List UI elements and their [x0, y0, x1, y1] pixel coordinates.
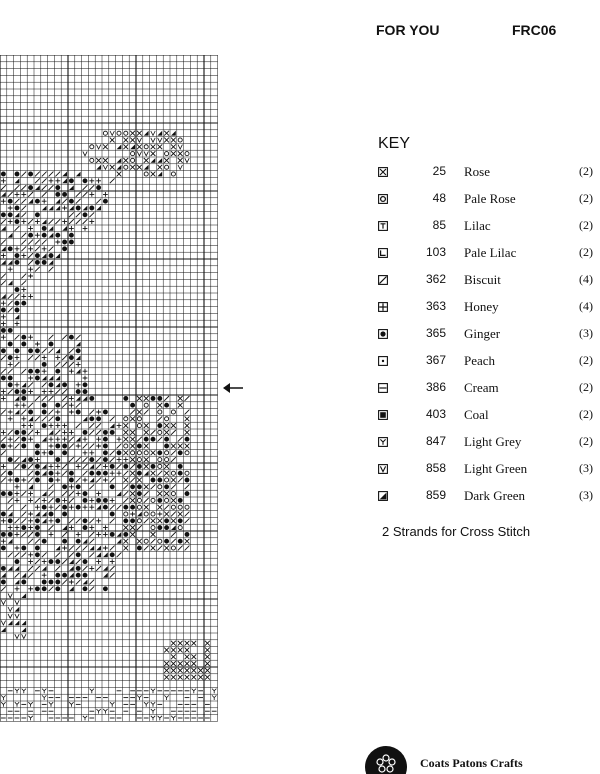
key-title: KEY	[378, 135, 411, 152]
key-colour-name: Dark Green	[464, 488, 525, 503]
slash-box-icon	[378, 275, 388, 285]
key-strands: (2)	[579, 191, 593, 205]
pattern-title: FOR YOU	[376, 22, 440, 38]
key-colour-name: Ginger	[464, 326, 501, 341]
key-row	[378, 272, 593, 294]
key-number: 362	[425, 272, 446, 286]
triangle-box-icon	[378, 491, 388, 501]
key-strands: (2)	[579, 434, 593, 448]
key-number: 386	[425, 380, 446, 394]
key-row	[378, 380, 593, 402]
key-colour-name: Biscuit	[464, 272, 501, 287]
y-box-icon	[378, 437, 388, 447]
key-number: 403	[425, 407, 446, 421]
key-colour-name: Pale Lilac	[464, 245, 517, 260]
brand-name: Coats Patons Crafts	[420, 756, 523, 770]
plus-box-icon	[378, 302, 388, 312]
key-strands: (2)	[579, 245, 593, 259]
key-colour-name: Light Green	[464, 461, 528, 476]
key-row	[378, 488, 593, 510]
key-strands: (2)	[579, 407, 593, 421]
key-strands: (4)	[579, 272, 593, 286]
row-marker-arrow-icon	[222, 381, 244, 395]
strands-note: 2 Strands for Cross Stitch	[382, 524, 531, 539]
key-strands: (2)	[579, 380, 593, 394]
ring-box-icon	[378, 194, 388, 204]
key-number: 48	[432, 191, 446, 205]
key-number: 103	[425, 245, 446, 259]
key-strands: (4)	[579, 299, 593, 313]
cross-stitch-chart	[0, 55, 222, 725]
key-colour-name: Lilac	[464, 218, 491, 233]
v-box-icon	[378, 464, 388, 474]
key-row	[378, 461, 593, 483]
key-number: 365	[425, 326, 446, 340]
pattern-code: FRC06	[512, 22, 557, 38]
key-number: 363	[425, 299, 446, 313]
l-box-icon	[378, 248, 388, 258]
key-colour-name: Honey	[464, 299, 499, 314]
key-row	[378, 299, 593, 321]
key-row	[378, 353, 593, 375]
key-colour-name: Coal	[464, 407, 489, 422]
dot-box-icon	[378, 329, 388, 339]
key-number: 25	[432, 164, 446, 178]
key-colour-name: Rose	[464, 164, 490, 179]
key-strands: (3)	[579, 488, 593, 502]
key-row	[378, 164, 593, 186]
key-number: 847	[425, 434, 446, 448]
key-row	[378, 326, 593, 348]
key-row	[378, 245, 593, 267]
key-strands: (3)	[579, 326, 593, 340]
key-strands: (2)	[579, 353, 593, 367]
key-number: 859	[425, 488, 446, 502]
filled-box-icon	[378, 410, 388, 420]
x-box-icon	[378, 167, 388, 177]
dash-box-icon	[378, 383, 388, 393]
key-number: 85	[432, 218, 446, 232]
key-strands: (3)	[579, 461, 593, 475]
key-row	[378, 434, 593, 456]
key-number: 858	[425, 461, 446, 475]
key-number: 367	[425, 353, 446, 367]
key-colour-name: Light Grey	[464, 434, 522, 449]
key-colour-name: Peach	[464, 353, 496, 368]
coats-logo-icon	[363, 744, 409, 774]
key-colour-name: Pale Rose	[464, 191, 516, 206]
key-row	[378, 191, 593, 213]
key-strands: (2)	[579, 218, 593, 232]
key-strands: (2)	[579, 164, 593, 178]
t-box-icon	[378, 221, 388, 231]
small-dot-box-icon	[378, 356, 388, 366]
key-row	[378, 407, 593, 429]
key-colour-name: Cream	[464, 380, 499, 395]
key-row	[378, 218, 593, 240]
